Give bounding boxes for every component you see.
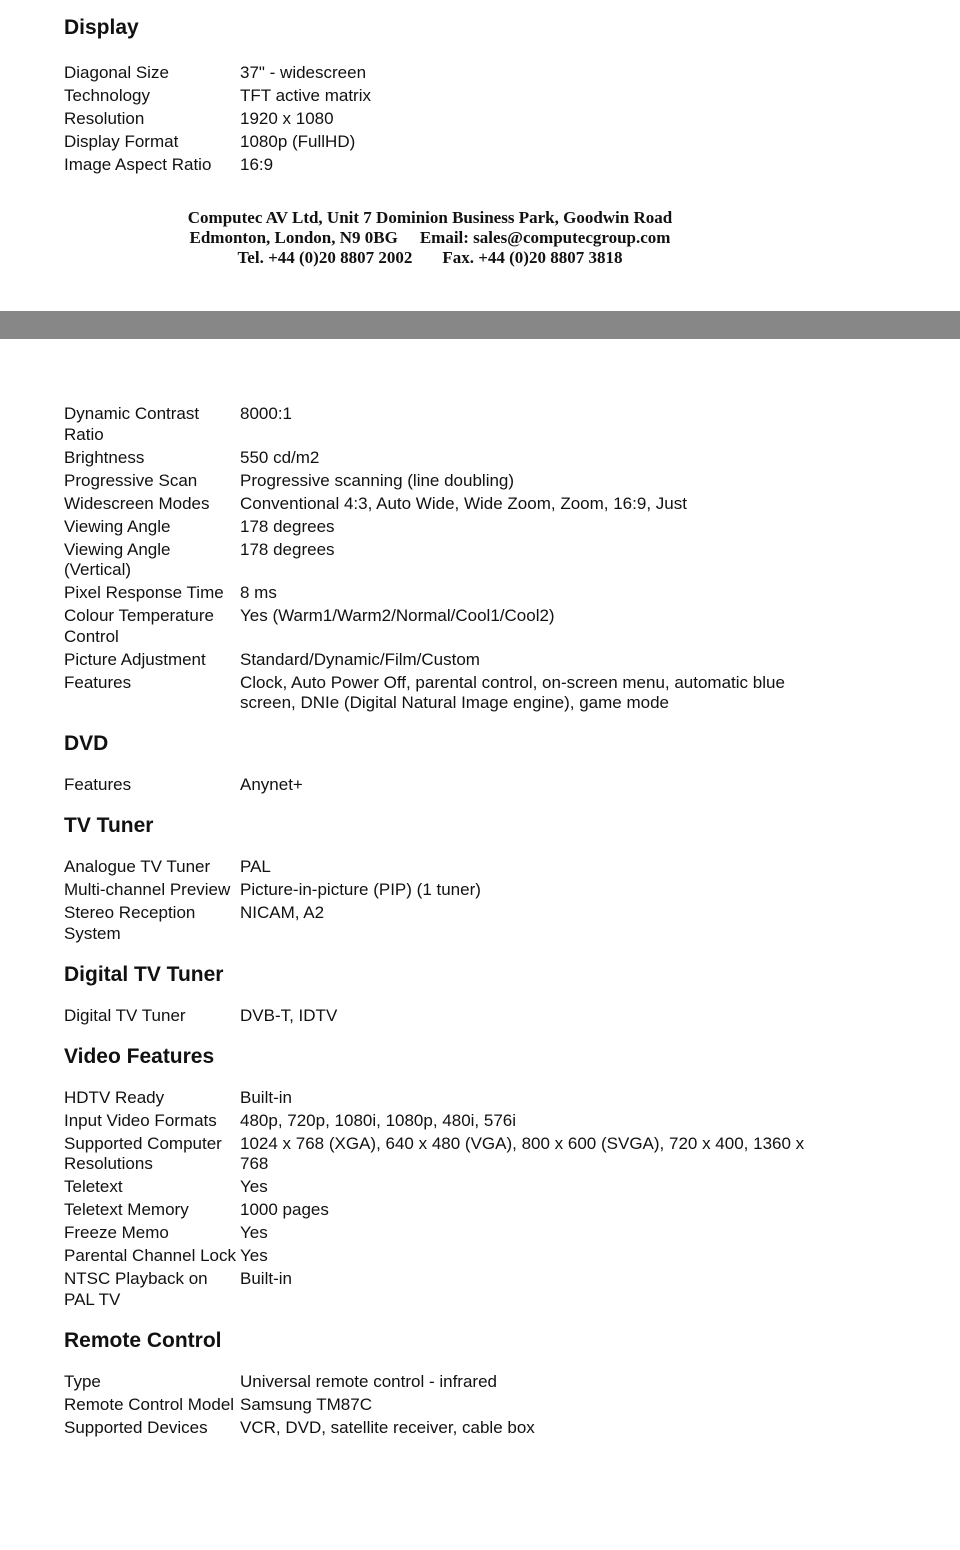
display-continued-section [64, 404, 894, 716]
spec-row [64, 1223, 830, 1246]
section-title-tv-tuner: TV Tuner [64, 814, 154, 837]
footer-email: Email: sales@computecgroup.com [419, 228, 671, 247]
spec-label: HDTV Ready [64, 1087, 165, 1107]
spec-label: Input Video Formats [64, 1110, 217, 1130]
spec-row [64, 132, 830, 155]
spec-value: Built-in [240, 1087, 292, 1107]
spec-row [64, 583, 830, 606]
spec-label: Dynamic Contrast Ratio [64, 404, 200, 444]
section-title-display: Display [64, 16, 139, 39]
spec-label: Progressive Scan [64, 470, 198, 490]
spec-row [64, 1200, 830, 1223]
remote-control-section [64, 1327, 894, 1441]
spec-row [64, 517, 830, 540]
spec-row [64, 1111, 830, 1134]
spec-label: Image Aspect Ratio [64, 155, 212, 174]
spec-value: 178 degrees [240, 539, 335, 559]
spec-label: Digital TV Tuner [64, 1005, 186, 1025]
spec-value: Universal remote control - infrared [240, 1371, 497, 1391]
video-features-section [64, 1043, 894, 1313]
spec-continuation [64, 404, 894, 1455]
spec-label: NTSC Playback on PAL TV [64, 1269, 208, 1309]
spec-label: Resolution [64, 109, 145, 128]
spec-row [64, 1088, 830, 1111]
spec-row [64, 857, 830, 880]
spec-row [64, 109, 830, 132]
section-title-dvd: DVD [64, 732, 109, 755]
spec-value: 1000 pages [240, 1200, 329, 1219]
spec-label: Pixel Response Time [64, 583, 224, 602]
footer-line-1: Computec AV Ltd, Unit 7 Dominion Business Park, Goodwin Road [187, 208, 673, 227]
spec-label: Diagonal Size [64, 63, 169, 82]
tv-tuner-spec-table [64, 857, 830, 947]
section-title-digital-tv-tuner: Digital TV Tuner [64, 962, 224, 986]
spec-label: Remote Control Model [64, 1394, 235, 1414]
spec-value: Yes (Warm1/Warm2/Normal/Cool1/Cool2) [240, 606, 555, 625]
page-separator-band [0, 311, 960, 339]
spec-row [64, 494, 830, 517]
footer-line-2 [0, 228, 860, 248]
spec-value: TFT active matrix [240, 86, 371, 105]
spec-row [64, 880, 830, 903]
company-footer [0, 208, 860, 268]
spec-row [64, 1006, 830, 1029]
spec-label: Parental Channel Lock [64, 1246, 237, 1265]
spec-label: Viewing Angle (Vertical) [64, 539, 171, 579]
spec-row [64, 1134, 830, 1178]
spec-row [64, 86, 830, 109]
spec-value: 178 degrees [240, 516, 335, 536]
spec-value: 480p, 720p, 1080i, 1080p, 480i, 576i [240, 1110, 517, 1130]
spec-label: Viewing Angle [64, 516, 171, 536]
spec-label: Freeze Memo [64, 1223, 169, 1242]
spec-value: Clock, Auto Power Off, parental control, on-screen menu, automatic blue screen, DNIe (Digital Natural Image engine), game mode [240, 672, 785, 712]
spec-value: Yes [240, 1223, 268, 1242]
spec-value: 550 cd/m2 [240, 447, 320, 467]
spec-value: Progressive scanning (line doubling) [240, 470, 515, 490]
spec-value: 1920 x 1080 [240, 109, 334, 128]
spec-value: 1080p (FullHD) [240, 132, 356, 151]
digital-tv-tuner-spec-table [64, 1006, 830, 1029]
spec-row [64, 650, 830, 673]
spec-value: VCR, DVD, satellite receiver, cable box [240, 1417, 535, 1437]
spec-row [64, 1372, 830, 1395]
spec-value: 8 ms [240, 583, 277, 602]
spec-label: Display Format [64, 132, 179, 151]
spec-value: 8000:1 [240, 404, 292, 423]
spec-row [64, 606, 830, 650]
spec-value: 16:9 [240, 155, 274, 174]
spec-row [64, 404, 830, 448]
spec-row [64, 471, 830, 494]
footer-line-3 [0, 248, 860, 268]
spec-row [64, 540, 830, 584]
section-title-remote-control: Remote Control [64, 1328, 222, 1352]
tv-tuner-section [64, 812, 894, 947]
spec-row [64, 1395, 830, 1418]
display-continued-table [64, 404, 830, 716]
digital-tv-tuner-section [64, 961, 894, 1029]
spec-label: Picture Adjustment [64, 649, 206, 669]
spec-value: Yes [240, 1246, 268, 1265]
spec-row [64, 155, 830, 178]
spec-label: Teletext [64, 1177, 123, 1196]
spec-row [64, 1246, 830, 1269]
spec-row [64, 1418, 830, 1441]
spec-value: Picture-in-picture (PIP) (1 tuner) [240, 880, 481, 899]
spec-label: Features [64, 775, 132, 794]
spec-label: Type [64, 1371, 101, 1391]
spec-label: Multi-channel Preview [64, 880, 231, 899]
spec-row [64, 448, 830, 471]
spec-value: Yes [240, 1177, 268, 1196]
dvd-spec-table [64, 775, 830, 798]
spec-label: Supported Computer Resolutions [64, 1133, 222, 1173]
remote-control-spec-table [64, 1372, 830, 1441]
spec-label: Teletext Memory [64, 1200, 189, 1219]
dvd-section [64, 730, 894, 798]
spec-row [64, 1269, 830, 1313]
spec-value: NICAM, A2 [240, 903, 325, 922]
footer-fax: Fax. +44 (0)20 8807 3818 [442, 248, 623, 267]
spec-value: Built-in [240, 1269, 292, 1288]
spec-row [64, 1177, 830, 1200]
spec-value: Standard/Dynamic/Film/Custom [240, 649, 480, 669]
spec-value: 1024 x 768 (XGA), 640 x 480 (VGA), 800 x 600 (SVGA), 720 x 400, 1360 x 768 [240, 1133, 805, 1173]
spec-row [64, 903, 830, 947]
spec-value: PAL [240, 857, 271, 876]
footer-tel: Tel. +44 (0)20 8807 2002 [237, 248, 413, 267]
spec-label: Brightness [64, 447, 145, 467]
spec-value: Samsung TM87C [240, 1394, 372, 1414]
spec-label: Supported Devices [64, 1417, 208, 1437]
spec-label: Widescreen Modes [64, 493, 210, 513]
spec-label: Colour Temperature Control [64, 606, 214, 646]
spec-value: Conventional 4:3, Auto Wide, Wide Zoom, Zoom, 16:9, Just [240, 493, 687, 513]
spec-row [64, 673, 830, 717]
section-title-video-features: Video Features [64, 1044, 215, 1068]
spec-value: 37" - widescreen [240, 63, 367, 82]
spec-row [64, 775, 830, 798]
spec-label: Features [64, 672, 132, 692]
spec-label: Technology [64, 86, 151, 105]
display-section [64, 14, 894, 178]
spec-value: DVB-T, IDTV [240, 1005, 338, 1025]
spec-label: Analogue TV Tuner [64, 857, 211, 876]
spec-row [64, 63, 830, 86]
display-spec-table [64, 63, 830, 178]
footer-address: Edmonton, London, N9 0BG [189, 228, 398, 247]
spec-value: Anynet+ [240, 775, 303, 794]
spec-label: Stereo Reception System [64, 903, 196, 943]
video-features-spec-table [64, 1088, 830, 1313]
